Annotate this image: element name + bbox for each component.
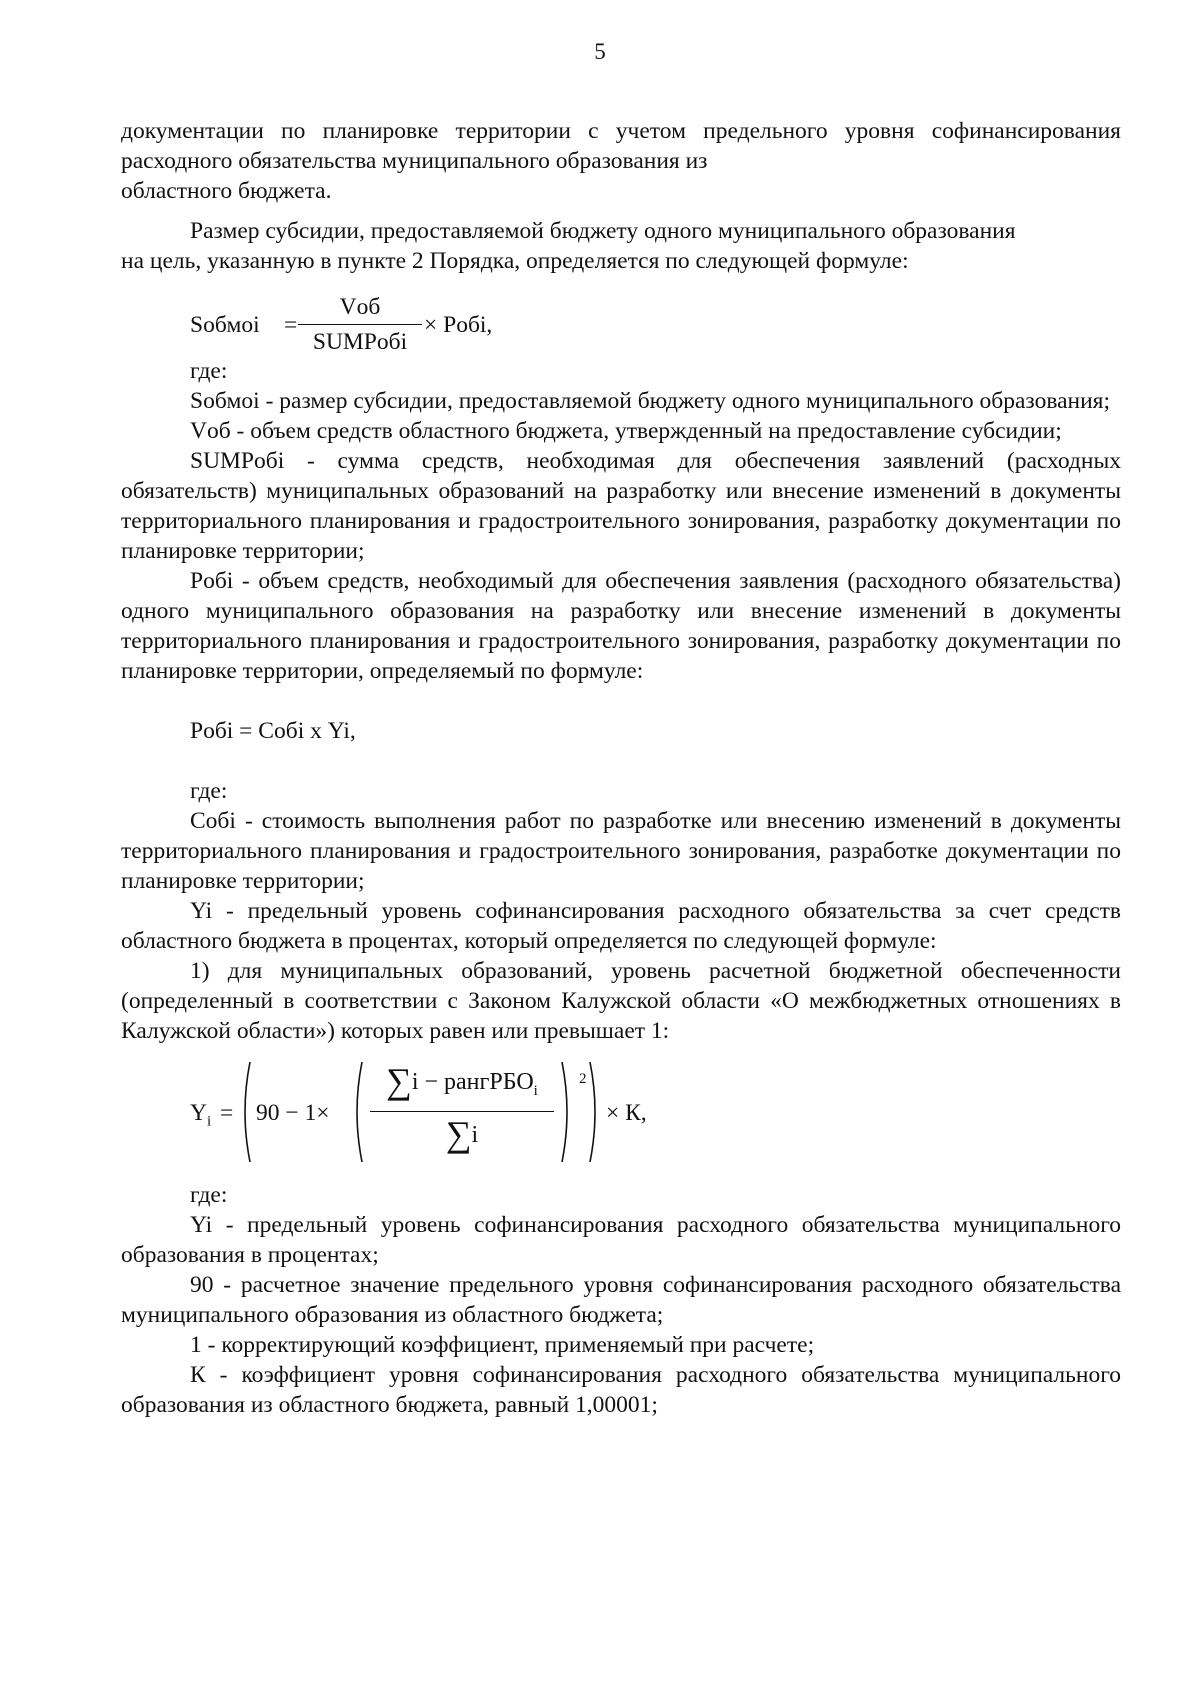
right-paren-inner-icon [560,1060,574,1164]
sum-sigma-icon: ∑ [445,1113,472,1154]
formula1-rhs: × Pобi, [424,312,493,338]
where-label-2: где: [190,778,228,804]
definition-sobmoi: Sобмоi - размер субсидии, предоставляемой бюджету одного муниципального образования; [190,388,1111,414]
page-number: 5 [594,39,606,64]
definition-yi: Yi - предельный уровень софинансирования расходного обязательства за счет средств областного бюджета в процентах, который определяется по следующей формуле: [121,898,1121,954]
formula1-fraction-bar [298,324,422,325]
sum-sigma-icon: ∑ [386,1061,412,1101]
definition-90: 90 - расчетное значение предельного уровня софинансирования расходного обязательства муниципального образования из областного бюджета; [121,1272,1121,1328]
definition-vob: Vоб - объем средств областного бюджета, утвержденный на предоставление субсидии; [190,418,1062,444]
formula3-power: 2 [579,1071,587,1087]
formula-yi [190,1060,1121,1170]
definition-1: 1 - корректирующий коэффициент, применяемый при расчете; [190,1332,815,1358]
document-body [121,116,1121,1420]
right-paren-outer-icon [588,1060,602,1164]
definition-yi-2: Yi - предельный уровень софинансирования расходного обязательства муниципального образования в процентах; [121,1212,1121,1268]
formula-pobi: Pобi = Cобi х Yi, [190,718,356,744]
paragraph-intro-line2: областного бюджета. [121,178,332,204]
formula1-lhs: Sобмоi [190,312,260,338]
left-paren-inner-icon [350,1060,364,1164]
formula3-term: 90 − 1× [256,1100,330,1126]
formula3-fraction [370,1062,554,1158]
formula3-equals: = [220,1100,234,1126]
definition-cobi: Cобi - стоимость выполнения работ по разработке или внесению изменений в документы территориального планирования и градостроительного зонирования, разработке документации по планировке территории; [121,808,1121,894]
formula3-tail: × К, [606,1100,647,1126]
paragraph-intro-line1: документации по планировке территории с учетом предельного уровня софинансирования расходного обязательства муниципального образования из [121,118,1121,174]
formula3-numerator: ∑i − рангРБО$_i$ [386,1061,538,1101]
definition-k: К - коэффициент уровня софинансирования расходного обязательства муниципального образования из областного бюджета, равный 1,00001; [121,1362,1121,1418]
formula1-numerator: Vоб [339,294,381,320]
formula-subsidy [190,292,1121,356]
definition-sumpobi: SUMPобi - сумма средств, необходимая для обеспечения заявлений (расходных обязательств) муниципальных образований на разработку или внесение изменений в документы территориального планирования и градостроительного зонирования, разработку документации по планировке территории; [121,448,1121,564]
formula3-denominator: ∑i [445,1113,479,1154]
where-label-1: где: [190,358,228,384]
formula1-denominator: SUMPобi [312,329,408,355]
formula3-y: $Y_i$ [190,1100,212,1130]
paragraph-subsidy-size-line1: Размер субсидии, предоставляемой бюджету одного муниципального образования [190,218,1016,244]
formula1-fraction [298,292,422,357]
definition-pobi: Pобi - объем средств, необходимый для обеспечения заявления (расходного обязательства) одного муниципального образования на разработку или внесение изменений в документы территориального планирования и градостроительного зонирования, разработку документации по планировке территории, определяемый по формуле: [121,568,1121,684]
paragraph-subsidy-size-line2: на цель, указанную в пункте 2 Порядка, определяется по следующей формуле: [121,248,909,274]
where-label-3: где: [190,1182,228,1208]
list-item-1: 1) для муниципальных образований, уровень расчетной бюджетной обеспеченности (определенный в соответствии с Законом Калужской области «О межбюджетных отношениях в Калужской области») которых равен или превышает 1: [121,958,1121,1044]
formula1-equals: = [284,312,298,338]
left-paren-outer-icon [238,1060,252,1164]
